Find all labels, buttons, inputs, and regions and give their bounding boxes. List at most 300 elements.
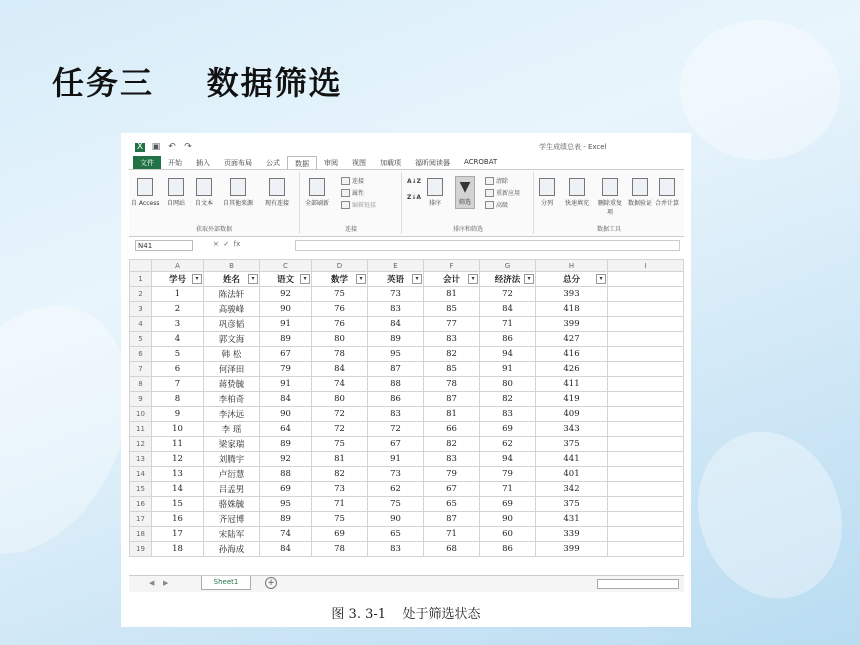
- table-cell[interactable]: 67: [424, 482, 480, 497]
- row-header[interactable]: 17: [130, 512, 152, 527]
- table-cell[interactable]: 7: [152, 377, 204, 392]
- table-row: [130, 437, 684, 452]
- filter-dropdown-icon[interactable]: ▾: [468, 274, 478, 284]
- row-header[interactable]: 9: [130, 392, 152, 407]
- advanced-filter-button[interactable]: 高级: [485, 200, 508, 209]
- table-cell[interactable]: 17: [152, 527, 204, 542]
- table-cell[interactable]: 74: [312, 377, 368, 392]
- row-header[interactable]: 6: [130, 347, 152, 362]
- row-header[interactable]: 16: [130, 497, 152, 512]
- row-header[interactable]: 8: [130, 377, 152, 392]
- table-cell[interactable]: 79: [260, 362, 312, 377]
- table-cell[interactable]: 骆姝毓: [204, 497, 260, 512]
- table-cell[interactable]: 79: [424, 467, 480, 482]
- row-header[interactable]: 11: [130, 422, 152, 437]
- tab-review[interactable]: 审阅: [324, 159, 338, 167]
- table-cell[interactable]: 426: [536, 362, 608, 377]
- window-title: 学生成绩总表 - Excel: [539, 143, 607, 151]
- sort-descending-button[interactable]: Z↓A: [407, 194, 422, 201]
- table-cell[interactable]: 83: [424, 452, 480, 467]
- row-header[interactable]: 14: [130, 467, 152, 482]
- column-header[interactable]: A: [152, 260, 204, 272]
- table-cell[interactable]: 393: [536, 287, 608, 302]
- table-cell[interactable]: 78: [312, 542, 368, 557]
- header-label: 数学: [330, 275, 348, 285]
- column-header[interactable]: F: [424, 260, 480, 272]
- table-cell[interactable]: [608, 317, 684, 332]
- table-cell[interactable]: 95: [260, 497, 312, 512]
- filter-dropdown-icon[interactable]: ▾: [524, 274, 534, 284]
- table-cell[interactable]: 高骏峰: [204, 302, 260, 317]
- table-cell[interactable]: [608, 467, 684, 482]
- background-flower-petal: [675, 411, 860, 619]
- edit-links-button[interactable]: 编辑链接: [341, 200, 376, 209]
- table-cell[interactable]: 342: [536, 482, 608, 497]
- web-icon: [168, 178, 184, 196]
- filter-header-cell[interactable]: [480, 272, 536, 287]
- table-cell[interactable]: 69: [480, 497, 536, 512]
- row-header[interactable]: 13: [130, 452, 152, 467]
- filter-header-cell[interactable]: [536, 272, 608, 287]
- table-cell[interactable]: 67: [368, 437, 424, 452]
- header-label: 语文: [276, 275, 294, 285]
- table-cell[interactable]: 86: [480, 542, 536, 557]
- flash-fill-button[interactable]: 快速填充: [565, 178, 589, 207]
- table-cell[interactable]: 何泽田: [204, 362, 260, 377]
- filter-button[interactable]: ▼ 筛选: [455, 176, 475, 209]
- table-cell[interactable]: 宋陆军: [204, 527, 260, 542]
- table-cell[interactable]: [608, 452, 684, 467]
- table-cell[interactable]: 84: [368, 317, 424, 332]
- slide-title: 任务三 数据筛选: [52, 64, 343, 102]
- filter-header-cell[interactable]: [424, 272, 480, 287]
- sheet-tab-sheet1[interactable]: Sheet1: [201, 576, 251, 590]
- ribbon: [129, 169, 684, 237]
- data-validation-icon: [632, 178, 648, 196]
- table-cell[interactable]: [608, 362, 684, 377]
- table-cell[interactable]: 89: [368, 332, 424, 347]
- from-web-button[interactable]: 自网站: [167, 178, 185, 207]
- table-cell[interactable]: 90: [368, 512, 424, 527]
- table-cell[interactable]: 90: [260, 302, 312, 317]
- table-cell[interactable]: 巩彦韬: [204, 317, 260, 332]
- table-cell[interactable]: 89: [260, 512, 312, 527]
- table-cell[interactable]: 吕孟男: [204, 482, 260, 497]
- table-cell[interactable]: 81: [424, 407, 480, 422]
- reapply-button[interactable]: 重新应用: [485, 188, 520, 197]
- table-cell[interactable]: 92: [260, 287, 312, 302]
- table-cell[interactable]: 11: [152, 437, 204, 452]
- table-cell[interactable]: 409: [536, 407, 608, 422]
- tab-home[interactable]: 开始: [168, 159, 182, 167]
- table-cell[interactable]: 91: [260, 317, 312, 332]
- consolidate-button[interactable]: 合并计算: [655, 178, 679, 207]
- table-cell[interactable]: 92: [260, 452, 312, 467]
- table-cell[interactable]: 73: [368, 287, 424, 302]
- table-cell[interactable]: 89: [260, 332, 312, 347]
- table-cell[interactable]: 8: [152, 392, 204, 407]
- from-access-button[interactable]: 自 Access: [131, 178, 159, 207]
- table-cell[interactable]: 李 瑶: [204, 422, 260, 437]
- filter-dropdown-icon[interactable]: ▾: [356, 274, 366, 284]
- tab-page-layout[interactable]: 页面布局: [224, 159, 252, 167]
- filter-header-cell[interactable]: [312, 272, 368, 287]
- table-cell[interactable]: 郭文海: [204, 332, 260, 347]
- table-cell[interactable]: 339: [536, 527, 608, 542]
- table-cell[interactable]: 2: [152, 302, 204, 317]
- column-header[interactable]: E: [368, 260, 424, 272]
- table-cell[interactable]: [608, 482, 684, 497]
- advanced-icon: [485, 201, 494, 209]
- table-cell[interactable]: 4: [152, 332, 204, 347]
- table-cell[interactable]: 86: [368, 392, 424, 407]
- row-header[interactable]: 19: [130, 542, 152, 557]
- column-header[interactable]: C: [260, 260, 312, 272]
- data-validation-button[interactable]: 数据验证: [627, 178, 653, 207]
- table-cell[interactable]: 72: [312, 422, 368, 437]
- consolidate-icon: [659, 178, 675, 196]
- table-cell[interactable]: 85: [424, 362, 480, 377]
- filter-dropdown-icon[interactable]: ▾: [300, 274, 310, 284]
- table-cell[interactable]: 90: [480, 512, 536, 527]
- column-header[interactable]: I: [608, 260, 684, 272]
- table-cell[interactable]: 91: [368, 452, 424, 467]
- tab-formulas[interactable]: 公式: [266, 159, 280, 167]
- text-to-columns-icon: [539, 178, 555, 196]
- table-cell[interactable]: 75: [312, 287, 368, 302]
- table-cell[interactable]: 427: [536, 332, 608, 347]
- sort-ascending-button[interactable]: A↓Z: [407, 178, 422, 185]
- table-cell[interactable]: 67: [260, 347, 312, 362]
- table-cell[interactable]: 89: [260, 437, 312, 452]
- table-row: [130, 347, 684, 362]
- table-row: [130, 392, 684, 407]
- excel-logo-icon: X: [136, 141, 144, 152]
- header-label: 学号: [168, 275, 186, 285]
- filter-dropdown-icon[interactable]: ▾: [248, 274, 258, 284]
- table-row: [130, 317, 684, 332]
- column-header[interactable]: G: [480, 260, 536, 272]
- table-cell[interactable]: 78: [312, 347, 368, 362]
- table-cell[interactable]: 80: [312, 332, 368, 347]
- table-cell[interactable]: 62: [480, 437, 536, 452]
- table-cell[interactable]: 375: [536, 437, 608, 452]
- table-cell[interactable]: [608, 407, 684, 422]
- table-cell[interactable]: 431: [536, 512, 608, 527]
- table-cell[interactable]: 卢衍慧: [204, 467, 260, 482]
- table-cell[interactable]: [608, 332, 684, 347]
- table-cell[interactable]: [608, 392, 684, 407]
- row-header[interactable]: 4: [130, 317, 152, 332]
- table-cell[interactable]: 91: [480, 362, 536, 377]
- table-row: [130, 332, 684, 347]
- table-cell[interactable]: 87: [424, 392, 480, 407]
- table-cell[interactable]: 5: [152, 347, 204, 362]
- table-cell[interactable]: 76: [312, 317, 368, 332]
- select-all-corner[interactable]: [130, 260, 152, 272]
- table-cell[interactable]: 62: [368, 482, 424, 497]
- column-header[interactable]: D: [312, 260, 368, 272]
- table-cell[interactable]: [608, 287, 684, 302]
- next-sheet-icon[interactable]: ▶: [163, 579, 169, 587]
- connections-icon: [269, 178, 285, 196]
- access-icon: [137, 178, 153, 196]
- undo-icon[interactable]: ↶: [168, 141, 176, 152]
- table-cell[interactable]: [608, 302, 684, 317]
- table-cell[interactable]: 399: [536, 317, 608, 332]
- table-cell[interactable]: 83: [424, 332, 480, 347]
- table-cell[interactable]: 65: [424, 497, 480, 512]
- filter-header-cell[interactable]: [368, 272, 424, 287]
- name-box[interactable]: N41: [135, 240, 193, 251]
- table-cell[interactable]: 71: [312, 497, 368, 512]
- table-cell[interactable]: 399: [536, 542, 608, 557]
- table-cell[interactable]: [608, 512, 684, 527]
- group-label: 获取外部数据: [195, 226, 232, 233]
- figure-caption: 图 3. 3-1 处于筛选状态: [331, 607, 481, 622]
- figure-screenshot: [121, 133, 691, 627]
- table-cell[interactable]: 71: [480, 482, 536, 497]
- group-connections: [301, 172, 402, 234]
- tab-addins[interactable]: 加载项: [380, 159, 401, 167]
- table-cell[interactable]: 69: [480, 422, 536, 437]
- table-cell[interactable]: [608, 347, 684, 362]
- row-header[interactable]: 7: [130, 362, 152, 377]
- tab-file[interactable]: 文件: [133, 156, 161, 171]
- group-label: 数据工具: [596, 226, 621, 233]
- sort-button[interactable]: 排序: [427, 178, 443, 207]
- table-cell[interactable]: 82: [312, 467, 368, 482]
- table-cell[interactable]: 梁家瑞: [204, 437, 260, 452]
- table-cell[interactable]: 86: [480, 332, 536, 347]
- header-label: 英语: [386, 275, 404, 285]
- redo-icon[interactable]: ↷: [184, 141, 192, 152]
- table-cell[interactable]: 16: [152, 512, 204, 527]
- table-cell[interactable]: [608, 422, 684, 437]
- table-cell[interactable]: 83: [480, 407, 536, 422]
- table-cell[interactable]: 69: [260, 482, 312, 497]
- table-cell[interactable]: 80: [312, 392, 368, 407]
- table-cell[interactable]: 94: [480, 347, 536, 362]
- table-cell[interactable]: [608, 437, 684, 452]
- row-header[interactable]: 12: [130, 437, 152, 452]
- quick-access-toolbar: [135, 141, 193, 153]
- table-cell[interactable]: 10: [152, 422, 204, 437]
- table-row: [130, 542, 684, 557]
- table-cell[interactable]: 83: [368, 542, 424, 557]
- table-cell[interactable]: 78: [424, 377, 480, 392]
- properties-button[interactable]: 属性: [341, 188, 364, 197]
- table-cell[interactable]: 71: [480, 317, 536, 332]
- table-cell[interactable]: 李柏奇: [204, 392, 260, 407]
- existing-connections-button[interactable]: 现有连接: [265, 178, 289, 207]
- table-cell[interactable]: 69: [312, 527, 368, 542]
- table-cell[interactable]: 孙海成: [204, 542, 260, 557]
- table-row: [130, 482, 684, 497]
- table-cell[interactable]: 韩 松: [204, 347, 260, 362]
- from-text-button[interactable]: 自文本: [195, 178, 213, 207]
- group-external-data: [129, 172, 300, 234]
- table-cell[interactable]: 72: [312, 407, 368, 422]
- table-cell[interactable]: 95: [368, 347, 424, 362]
- table-row: [130, 407, 684, 422]
- header-label: 姓名: [222, 275, 240, 285]
- table-cell[interactable]: 73: [312, 482, 368, 497]
- table-row: [130, 377, 684, 392]
- row-header[interactable]: 15: [130, 482, 152, 497]
- table-cell[interactable]: 李沐远: [204, 407, 260, 422]
- table-cell[interactable]: 84: [260, 542, 312, 557]
- filter-header-cell[interactable]: [204, 272, 260, 287]
- add-sheet-icon[interactable]: +: [265, 577, 277, 589]
- table-cell[interactable]: 15: [152, 497, 204, 512]
- table-cell[interactable]: 73: [368, 467, 424, 482]
- table-cell[interactable]: 蒋贽毓: [204, 377, 260, 392]
- table-cell[interactable]: 60: [480, 527, 536, 542]
- sort-icon: [427, 178, 443, 196]
- table-cell[interactable]: 80: [480, 377, 536, 392]
- row-header[interactable]: 5: [130, 332, 152, 347]
- table-cell[interactable]: 87: [424, 512, 480, 527]
- refresh-all-button[interactable]: 全部刷新: [305, 178, 329, 207]
- table-cell[interactable]: 82: [424, 437, 480, 452]
- table-cell[interactable]: 88: [260, 467, 312, 482]
- table-row: [130, 512, 684, 527]
- table-row: [130, 302, 684, 317]
- table-cell[interactable]: 84: [480, 302, 536, 317]
- clear-filter-button[interactable]: 清除: [485, 176, 508, 185]
- table-cell[interactable]: 82: [480, 392, 536, 407]
- tab-acrobat[interactable]: ACROBAT: [464, 158, 498, 166]
- column-header[interactable]: H: [536, 260, 608, 272]
- filter-header-cell[interactable]: [260, 272, 312, 287]
- table-cell[interactable]: 419: [536, 392, 608, 407]
- prev-sheet-icon[interactable]: ◀: [149, 579, 155, 587]
- table-cell[interactable]: 刘腾宇: [204, 452, 260, 467]
- table-cell[interactable]: 375: [536, 497, 608, 512]
- group-label: 连接: [344, 226, 357, 233]
- table-cell[interactable]: 77: [424, 317, 480, 332]
- formula-controls[interactable]: × ✓ fx: [213, 240, 241, 248]
- table-cell[interactable]: 90: [260, 407, 312, 422]
- table-cell[interactable]: 6: [152, 362, 204, 377]
- table-cell[interactable]: 72: [368, 422, 424, 437]
- table-cell[interactable]: 343: [536, 422, 608, 437]
- tab-foxit-reader[interactable]: 福昕阅读器: [415, 159, 450, 167]
- table-cell[interactable]: 12: [152, 452, 204, 467]
- text-to-columns-button[interactable]: 分列: [539, 178, 555, 207]
- table-cell[interactable]: 79: [480, 467, 536, 482]
- filter-dropdown-icon[interactable]: ▾: [192, 274, 202, 284]
- table-cell[interactable]: 81: [312, 452, 368, 467]
- column-header[interactable]: B: [204, 260, 260, 272]
- table-cell[interactable]: 418: [536, 302, 608, 317]
- table-cell[interactable]: 64: [260, 422, 312, 437]
- table-cell[interactable]: 411: [536, 377, 608, 392]
- table-cell[interactable]: 84: [312, 362, 368, 377]
- formula-input[interactable]: [295, 240, 680, 251]
- table-cell[interactable]: 13: [152, 467, 204, 482]
- table-cell[interactable]: 18: [152, 542, 204, 557]
- table-cell[interactable]: 441: [536, 452, 608, 467]
- row-header[interactable]: 2: [130, 287, 152, 302]
- table-row: [130, 362, 684, 377]
- table-cell[interactable]: 416: [536, 347, 608, 362]
- table-cell[interactable]: 74: [260, 527, 312, 542]
- table-cell[interactable]: 82: [424, 347, 480, 362]
- tab-data[interactable]: 数据: [287, 156, 317, 171]
- table-cell[interactable]: [608, 272, 684, 287]
- table-cell[interactable]: 83: [368, 302, 424, 317]
- table-cell[interactable]: 84: [260, 392, 312, 407]
- horizontal-scrollbar[interactable]: [597, 579, 679, 589]
- link-icon: [341, 177, 350, 185]
- group-sort-filter: [403, 172, 534, 234]
- row-header[interactable]: 1: [130, 272, 152, 287]
- clear-icon: [485, 177, 494, 185]
- row-header[interactable]: 3: [130, 302, 152, 317]
- row-header[interactable]: 18: [130, 527, 152, 542]
- sheet-tab-bar: [129, 575, 684, 592]
- table-cell[interactable]: 83: [368, 407, 424, 422]
- table-cell[interactable]: 85: [424, 302, 480, 317]
- table-cell[interactable]: [608, 497, 684, 512]
- table-cell[interactable]: 88: [368, 377, 424, 392]
- table-cell[interactable]: 75: [368, 497, 424, 512]
- table-cell[interactable]: 81: [424, 287, 480, 302]
- table-cell[interactable]: 65: [368, 527, 424, 542]
- table-cell[interactable]: 72: [480, 287, 536, 302]
- table-cell[interactable]: [608, 527, 684, 542]
- formula-bar: [129, 239, 684, 253]
- table-cell[interactable]: 75: [312, 437, 368, 452]
- table-cell[interactable]: 71: [424, 527, 480, 542]
- table-cell[interactable]: [608, 377, 684, 392]
- table-cell[interactable]: 87: [368, 362, 424, 377]
- table-cell[interactable]: 3: [152, 317, 204, 332]
- table-cell[interactable]: 75: [312, 512, 368, 527]
- table-cell[interactable]: 9: [152, 407, 204, 422]
- table-cell[interactable]: [608, 542, 684, 557]
- header-label: 总分: [562, 275, 580, 285]
- filter-dropdown-icon[interactable]: ▾: [596, 274, 606, 284]
- table-cell[interactable]: 66: [424, 422, 480, 437]
- group-label: 排序和筛选: [452, 226, 483, 233]
- save-icon[interactable]: ▣: [151, 141, 161, 152]
- tab-view[interactable]: 视图: [352, 159, 366, 167]
- row-header[interactable]: 10: [130, 407, 152, 422]
- table-cell[interactable]: 齐冠博: [204, 512, 260, 527]
- table-cell[interactable]: 1: [152, 287, 204, 302]
- filter-header-cell[interactable]: [152, 272, 204, 287]
- edit-links-icon: [341, 201, 350, 209]
- excel-window: [129, 137, 684, 593]
- table-cell[interactable]: 94: [480, 452, 536, 467]
- table-cell[interactable]: 401: [536, 467, 608, 482]
- table-cell[interactable]: 陈法轩: [204, 287, 260, 302]
- table-cell[interactable]: 76: [312, 302, 368, 317]
- table-row: [130, 452, 684, 467]
- table-cell[interactable]: 68: [424, 542, 480, 557]
- tab-insert[interactable]: 插入: [196, 159, 210, 167]
- remove-duplicates-button[interactable]: 删除重复项: [597, 178, 623, 216]
- table-cell[interactable]: 91: [260, 377, 312, 392]
- filter-dropdown-icon[interactable]: ▾: [412, 274, 422, 284]
- from-other-sources-button[interactable]: 自其他来源: [223, 178, 253, 207]
- connections-button[interactable]: 连接: [341, 176, 364, 185]
- table-cell[interactable]: 14: [152, 482, 204, 497]
- table-row: [130, 467, 684, 482]
